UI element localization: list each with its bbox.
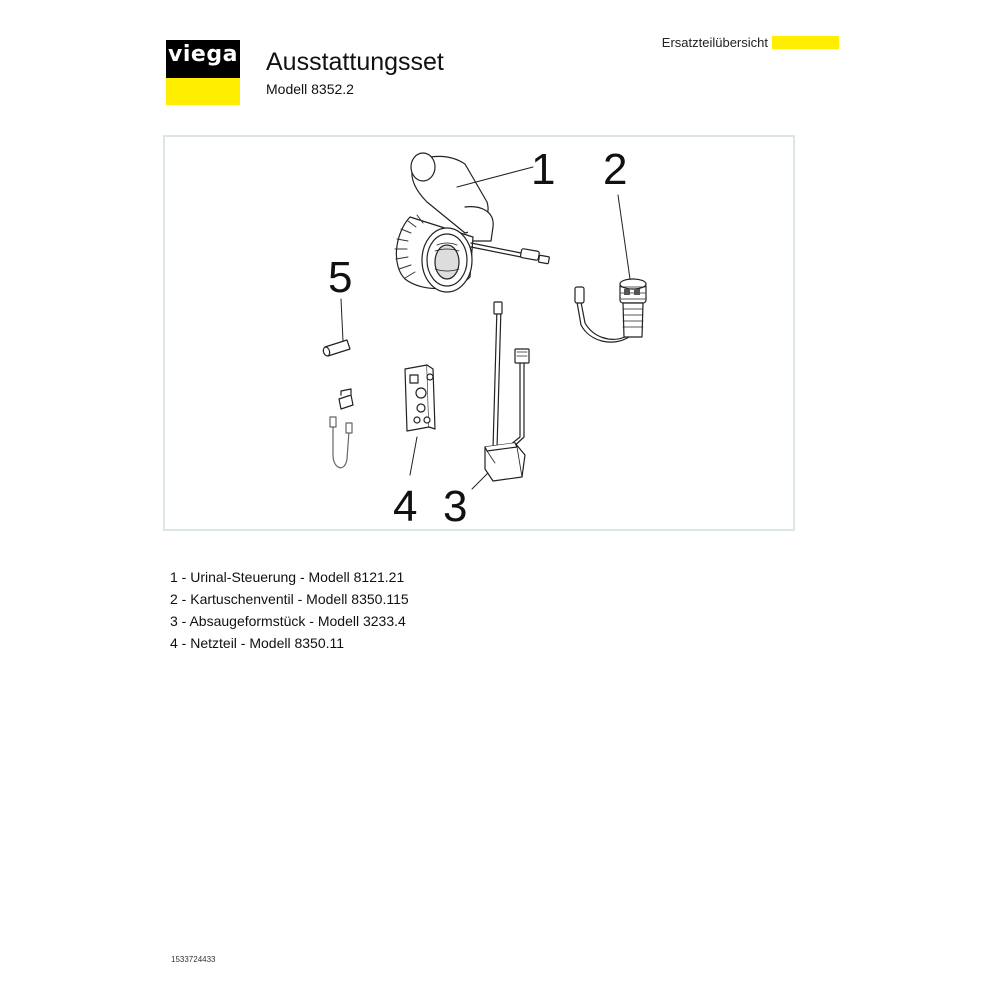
parts-illustration [165, 137, 797, 533]
section-tag-bar [772, 36, 839, 49]
callout-2: 2 [603, 145, 628, 194]
logo-text: viega [168, 42, 238, 67]
callout-1: 1 [531, 145, 556, 194]
callout-5: 5 [328, 253, 353, 302]
list-item: 3 - Absaugeformstück - Modell 3233.4 [170, 613, 406, 629]
section-tag: Ersatzteilübersicht [661, 35, 768, 50]
logo-yellow-block [166, 78, 240, 105]
page-title: Ausstattungsset [266, 48, 444, 76]
parts-drawing [163, 135, 795, 531]
list-item: 4 - Netzteil - Modell 8350.11 [170, 635, 345, 651]
part-4-power-supply-drawing [405, 365, 435, 431]
document-number: 1533724433 [171, 955, 216, 964]
part-1-urinal-control-drawing [395, 153, 549, 292]
parts-list [170, 566, 409, 654]
callout-3: 3 [443, 482, 468, 531]
viega-logo [166, 40, 240, 105]
model-subtitle: Modell 8352.2 [266, 81, 354, 97]
part-3-suction-fitting-drawing [485, 302, 529, 481]
part-5-small-parts-drawing [322, 340, 353, 468]
list-item: 2 - Kartuschenventil - Modell 8350.115 [170, 591, 409, 607]
list-item: 1 - Urinal-Steuerung - Modell 8121.21 [170, 569, 405, 585]
part-2-cartridge-valve-drawing [575, 279, 646, 342]
callout-4: 4 [393, 482, 418, 531]
